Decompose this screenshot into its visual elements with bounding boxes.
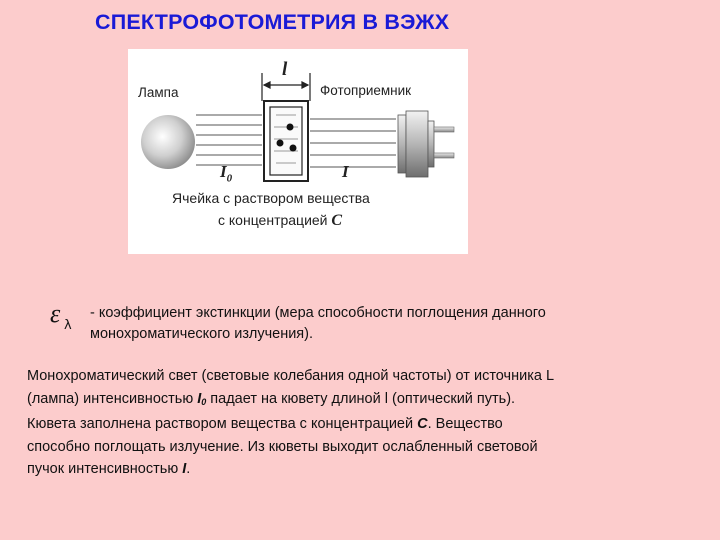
concentration-symbol: C [331,212,343,229]
lamp-icon [141,115,195,169]
incident-intensity-symbol: $I_0$ [220,162,233,185]
cell-caption-line2: с концентрацией C [218,212,343,229]
incident-intensity-subscript: 0 [226,172,233,185]
epsilon-definition-line2: монохроматического излучения). [90,326,314,342]
paragraph-line5: пучок интенсивностью I. [27,461,191,477]
paragraph-line4: способно поглощать излучение. Из кюветы выходит ослабленный световой [27,438,538,455]
transmitted-intensity-symbol: I [342,162,349,181]
photodetector-label: Фотоприемник [320,83,412,98]
description-paragraph [27,365,697,481]
epsilon-subscript: λ [64,318,72,333]
spectrophotometer-diagram [128,49,468,254]
page-title: СПЕКТРОФОТОМЕТРИЯ В ВЭЖХ [95,10,450,34]
epsilon-symbol: ε [50,299,61,328]
photodetector-icon [398,111,454,177]
cell-caption-line1: Ячейка с раствором вещества [172,190,370,206]
path-length-symbol: l [282,59,288,80]
lamp-label: Лампа [138,85,179,100]
paragraph-line1: Монохроматический свет (световые колебания одной частоты) от источника L [27,368,555,384]
epsilon-definition [90,303,690,345]
epsilon-definition-line1: - коэффициент экстинкции (мера способности поглощения данного [90,305,546,321]
paragraph-line3: Кювета заполнена раствором вещества с концентрацией C. Вещество [27,416,503,432]
paragraph-line2: (лампа) интенсивностью I0 падает на кювету длиной l (оптический путь). [27,390,516,407]
cuvette-icon [264,101,308,181]
